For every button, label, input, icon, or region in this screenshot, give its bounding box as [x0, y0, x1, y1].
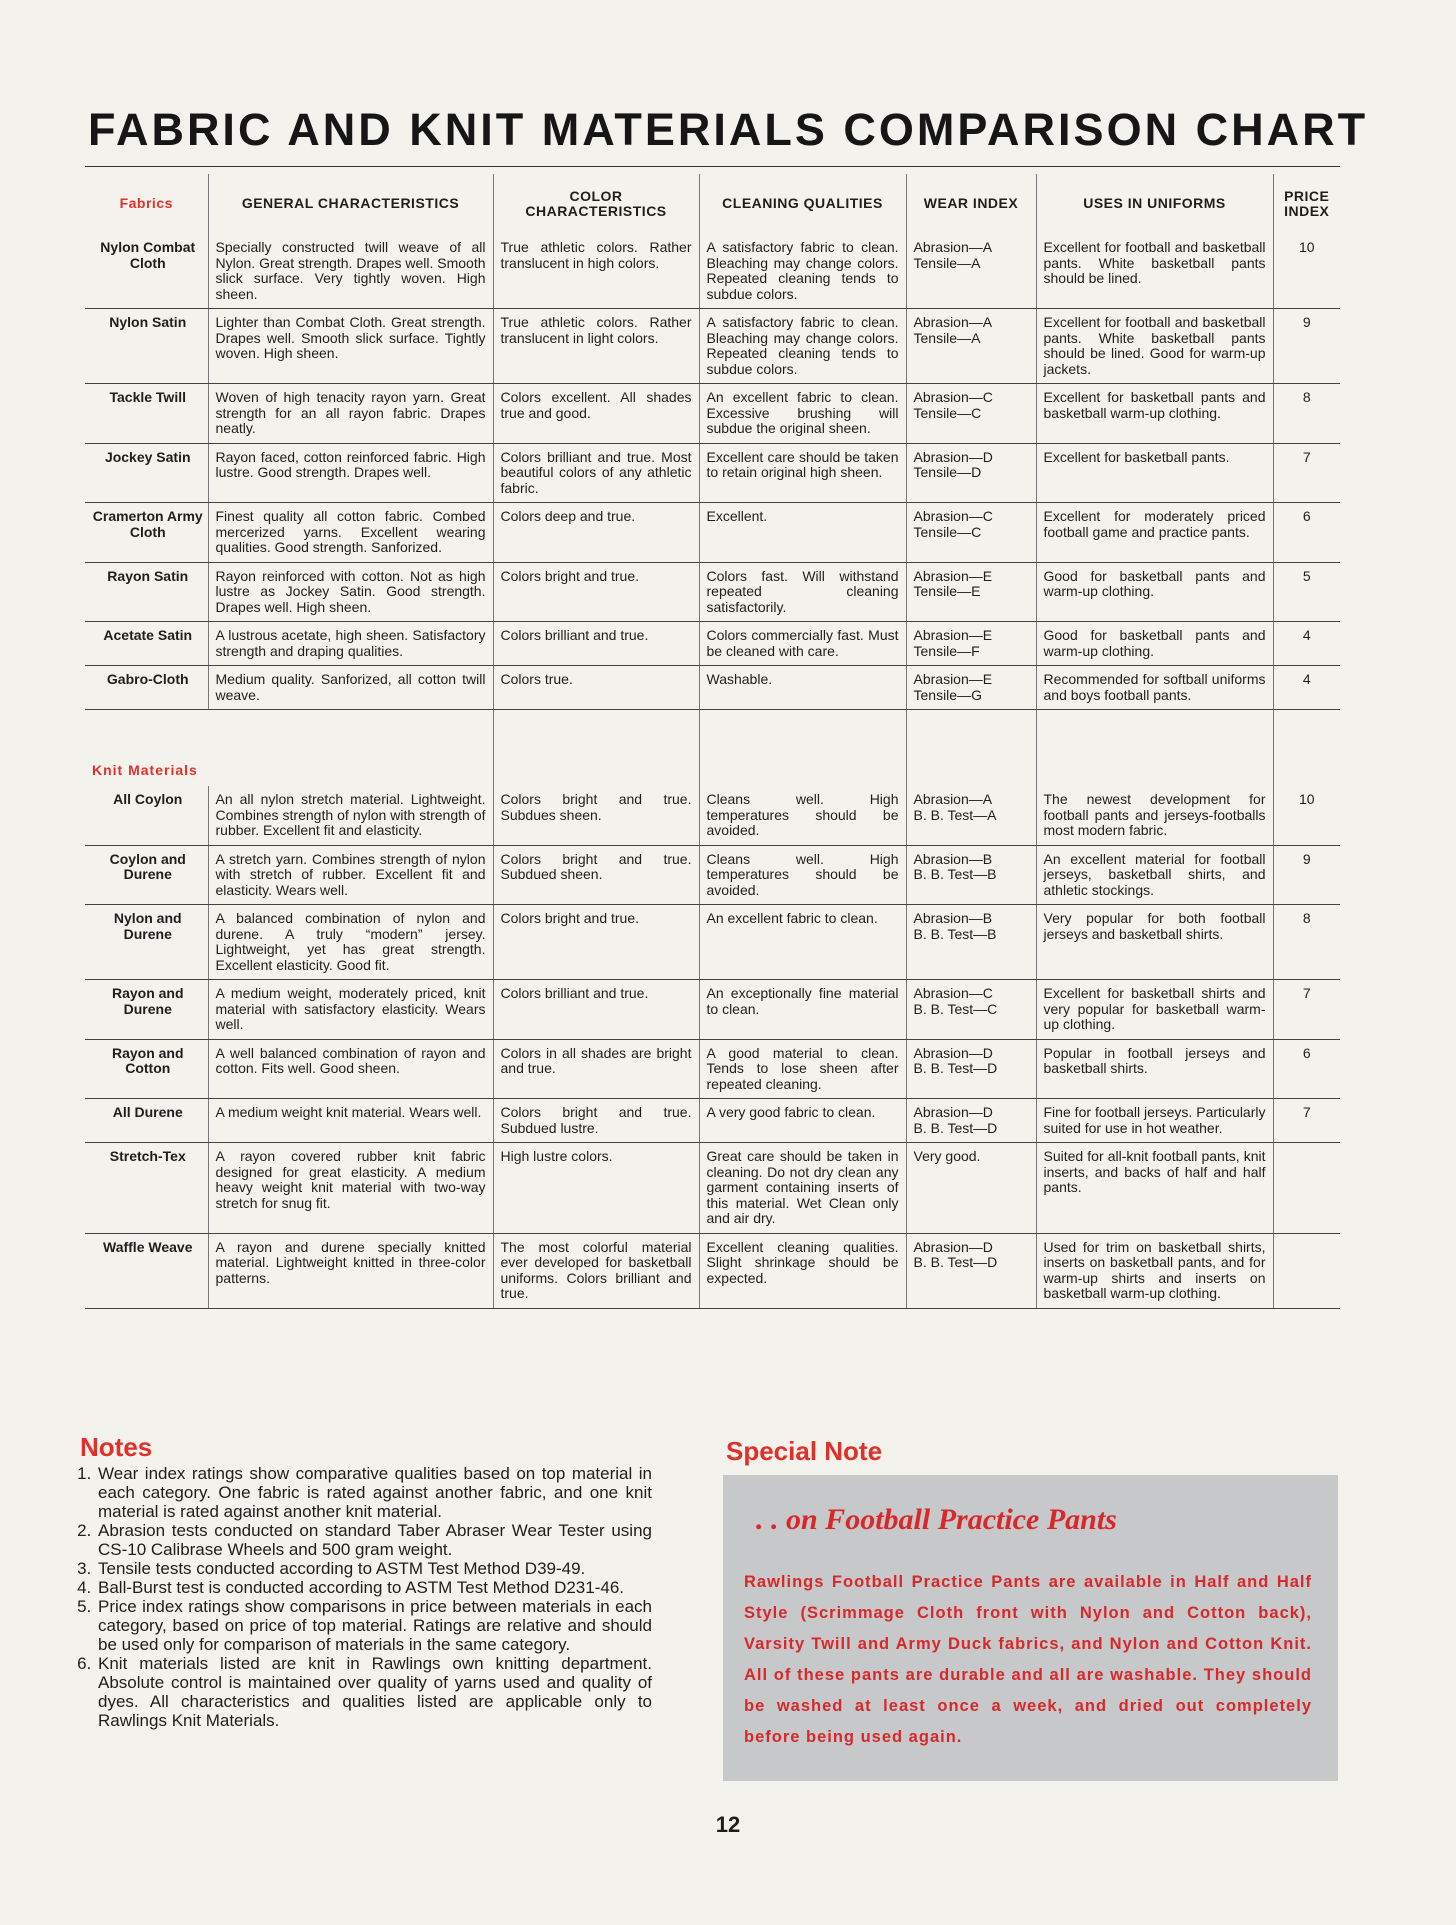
notes-list [74, 1464, 652, 1730]
knit-row [85, 980, 1340, 1040]
knit-row [85, 845, 1340, 905]
wear-cell [906, 786, 1036, 845]
color-cell: Colors in all shades are bright and true. [493, 1039, 699, 1099]
uses-cell: Very popular for both football jerseys and basketball shirts. [1036, 905, 1273, 980]
color-cell: Colors bright and true. Subdued sheen. [493, 845, 699, 905]
wear-abrasion: Very good. [913, 1148, 981, 1164]
fabric-row [85, 384, 1340, 444]
cleaning-cell: An exceptionally fine material to clean. [699, 980, 906, 1040]
cleaning-cell: An excellent fabric to clean. Excessive brushing will subdue the original sheen. [699, 384, 906, 444]
cleaning-cell: Excellent cleaning qualities. Slight shrinkage should be expected. [699, 1233, 906, 1308]
knit-row [85, 905, 1340, 980]
color-cell: Colors bright and true. [493, 905, 699, 980]
general-cell: An all nylon stretch material. Lightweight. Combines strength of nylon with strength of rubber. Excellent fit and elasticity. [208, 786, 493, 845]
wear-abrasion: Abrasion—B [913, 850, 993, 867]
knit-rows [85, 786, 1340, 1308]
note-item: 3. Tensile tests conducted according to ASTM Test Method D39-49. [96, 1559, 652, 1578]
wear-secondary: Tensile—A [913, 254, 981, 271]
wear-abrasion: Abrasion—A [913, 314, 993, 330]
price-cell: 10 [1273, 786, 1340, 845]
cleaning-cell: An excellent fabric to clean. [699, 905, 906, 980]
price-cell: 7 [1273, 1099, 1340, 1143]
uses-cell: An excellent material for football jerseys, basketball shirts, and athletic stockings. [1036, 845, 1273, 905]
general-cell: A well balanced combination of rayon and cotton. Fits well. Good sheen. [208, 1039, 493, 1099]
wear-cell [906, 1039, 1036, 1099]
knit-heading-row [85, 710, 1340, 787]
wear-secondary: B. B. Test—D [913, 1254, 998, 1270]
wear-cell [906, 1143, 1036, 1234]
wear-secondary: B. B. Test—C [913, 1000, 998, 1017]
wear-abrasion: Abrasion—B [913, 910, 993, 926]
cleaning-cell: A satisfactory fabric to clean. Bleaching may change colors. Repeated cleaning tends to subdue colors. [699, 309, 906, 384]
wear-secondary: Tensile—E [913, 583, 981, 599]
general-header: GENERAL CHARACTERISTICS [208, 174, 493, 234]
general-cell: Woven of high tenacity rayon yarn. Great strength for an all rayon fabric. Drapes neatly. [208, 384, 493, 444]
page-number: 12 [715, 1812, 741, 1837]
general-cell: A stretch yarn. Combines strength of nylon with stretch of rubber. Excellent fit and elasticity. Wears well. [208, 845, 493, 905]
wear-secondary: B. B. Test—B [913, 925, 997, 942]
wear-header: WEAR INDEX [906, 174, 1036, 234]
wear-cell [906, 234, 1036, 309]
special-note-text: Rawlings Football Practice Pants are available in Half and Half Style (Scrimmage Cloth front with Nylon and Cotton back), Varsity Twill and Army Duck fabrics, and Nylon and Cotton Knit. All of these pants are durable and all are washable. They should be washed at least once a week, and dried out completely before being used again. [744, 1573, 1312, 1746]
color-cell: Colors brilliant and true. Most beautiful colors of any athletic fabric. [493, 443, 699, 503]
wear-cell [906, 562, 1036, 622]
wear-abrasion: Abrasion—E [913, 671, 993, 687]
fabric-row [85, 562, 1340, 622]
wear-abrasion: Abrasion—D [913, 1044, 993, 1061]
price-cell: 4 [1273, 666, 1340, 710]
wear-abrasion: Abrasion—A [913, 239, 993, 255]
general-cell: Finest quality all cotton fabric. Combed mercerized yarns. Excellent wearing qualities. Good strength. Sanforized. [208, 503, 493, 563]
price-cell: 9 [1273, 309, 1340, 384]
price-cell: 9 [1273, 845, 1340, 905]
color-cell: Colors bright and true. [493, 562, 699, 622]
color-cell: True athletic colors. Rather translucent in high colors. [493, 234, 699, 309]
price-cell [1273, 1233, 1340, 1308]
price-cell: 7 [1273, 443, 1340, 503]
material-name: Rayon Satin [85, 562, 208, 622]
material-name: Jockey Satin [85, 443, 208, 503]
page-title: FABRIC AND KNIT MATERIALS COMPARISON CHART [87, 104, 1369, 155]
uses-cell: Good for basketball pants and warm-up clothing. [1036, 622, 1273, 666]
material-name: Stretch-Tex [85, 1143, 208, 1234]
note-item: 6. Knit materials listed are knit in Rawlings own knitting department. Absolute control is maintained over quality of yarns used and quality of dyes. All characteristics and qualities listed are applicable only to Rawlings Knit Materials. [96, 1654, 652, 1730]
general-cell: Specially constructed twill weave of all Nylon. Great strength. Drapes well. Smooth slick surface. Very tightly woven. High sheen. [208, 234, 493, 309]
wear-secondary: B. B. Test—A [913, 806, 997, 823]
cleaning-cell: Cleans well. High temperatures should be avoided. [699, 845, 906, 905]
knit-row [85, 1099, 1340, 1143]
wear-abrasion: Abrasion—D [913, 1238, 993, 1255]
knit-row [85, 1233, 1340, 1308]
wear-secondary: Tensile—A [913, 329, 981, 346]
note-item: 5. Price index ratings show comparisons in price between materials in each category, based on price of top material. Ratings are relative and should be used only for comparison of materials in the same category. [96, 1597, 652, 1654]
uses-cell: Excellent for basketball pants. [1036, 443, 1273, 503]
material-name: Rayon and Cotton [85, 1039, 208, 1099]
material-name: Rayon and Durene [85, 980, 208, 1040]
wear-secondary: B. B. Test—D [913, 1060, 998, 1076]
fabric-row [85, 503, 1340, 563]
general-cell: A lustrous acetate, high sheen. Satisfactory strength and draping qualities. [208, 622, 493, 666]
note-item: 2. Abrasion tests conducted on standard Taber Abraser Wear Tester using CS-10 Calibrase Wheels and 500 gram weight. [96, 1521, 652, 1559]
wear-abrasion: Abrasion—D [913, 448, 993, 465]
material-name: Nylon and Durene [85, 905, 208, 980]
wear-secondary: Tensile—F [913, 642, 980, 659]
uses-cell: The newest development for football pants and jerseys-footballs most modern fabric. [1036, 786, 1273, 845]
wear-abrasion: Abrasion—E [913, 567, 993, 584]
fabric-row [85, 443, 1340, 503]
uses-cell: Excellent for basketball shirts and very popular for basketball warm-up clothing. [1036, 980, 1273, 1040]
general-cell: A medium weight knit material. Wears well. [208, 1099, 493, 1143]
wear-abrasion: Abrasion—A [913, 791, 993, 807]
fabric-row [85, 234, 1340, 309]
wear-secondary: B. B. Test—B [913, 866, 997, 882]
wear-cell [906, 1099, 1036, 1143]
color-cell: Colors excellent. All shades true and good. [493, 384, 699, 444]
general-cell: A medium weight, moderately priced, knit material with satisfactory elasticity. Wears well. [208, 980, 493, 1040]
material-name: Nylon Combat Cloth [85, 234, 208, 309]
wear-secondary: Tensile—C [913, 523, 982, 540]
wear-cell [906, 666, 1036, 710]
uses-cell: Excellent for football and basketball pants. White basketball pants should be lined. Good for warm-up jackets. [1036, 309, 1273, 384]
cleaning-cell: Great care should be taken in cleaning. Do not dry clean any garment containing inserts of this material. Wet Clean only and air dry. [699, 1143, 906, 1234]
color-cell: The most colorful material ever developed for basketball uniforms. Colors brilliant and true. [493, 1233, 699, 1308]
cleaning-header: CLEANING QUALITIES [699, 174, 906, 234]
wear-abrasion: Abrasion—E [913, 627, 993, 643]
cleaning-cell: Excellent. [699, 503, 906, 563]
cleaning-cell: Washable. [699, 666, 906, 710]
material-name: Waffle Weave [85, 1233, 208, 1308]
header-row [85, 174, 1340, 234]
price-cell: 4 [1273, 622, 1340, 666]
price-cell: 6 [1273, 503, 1340, 563]
color-cell: Colors true. [493, 666, 699, 710]
wear-secondary: Tensile—C [913, 404, 982, 421]
material-name: Tackle Twill [85, 384, 208, 444]
price-header: PRICE INDEX [1273, 174, 1340, 234]
uses-cell: Fine for football jerseys. Particularly suited for use in hot weather. [1036, 1099, 1273, 1143]
uses-cell: Excellent for football and basketball pants. White basketball pants should be lined. [1036, 234, 1273, 309]
wear-abrasion: Abrasion—C [913, 985, 993, 1001]
color-header: COLOR CHARACTERISTICS [493, 174, 699, 234]
general-cell: Lighter than Combat Cloth. Great strength. Drapes well. Smooth slick surface. Tightly woven. High sheen. [208, 309, 493, 384]
wear-cell [906, 622, 1036, 666]
color-cell: Colors brilliant and true. [493, 980, 699, 1040]
wear-cell [906, 1233, 1036, 1308]
wear-cell [906, 384, 1036, 444]
uses-header: USES IN UNIFORMS [1036, 174, 1273, 234]
general-cell: Rayon reinforced with cotton. Not as high lustre as Jockey Satin. Good strength. Drapes well. High sheen. [208, 562, 493, 622]
knit-row [85, 786, 1340, 845]
cleaning-cell: A very good fabric to clean. [699, 1099, 906, 1143]
color-cell: High lustre colors. [493, 1143, 699, 1234]
uses-cell: Popular in football jerseys and basketball shirts. [1036, 1039, 1273, 1099]
fabric-row [85, 622, 1340, 666]
uses-cell: Excellent for basketball pants and basketball warm-up clothing. [1036, 384, 1273, 444]
cleaning-cell: A satisfactory fabric to clean. Bleaching may change colors. Repeated cleaning tends to subdue colors. [699, 234, 906, 309]
note-item: 1. Wear index ratings show comparative qualities based on top material in each category. One fabric is rated against another fabric, and one knit material is rated against another knit material. [96, 1464, 652, 1521]
uses-cell: Suited for all-knit football pants, knit inserts, and backs of half and half pants. [1036, 1143, 1273, 1234]
fabric-row [85, 309, 1340, 384]
uses-cell: Excellent for moderately priced football game and practice pants. [1036, 503, 1273, 563]
knit-heading-group [85, 710, 1340, 787]
wear-cell [906, 503, 1036, 563]
special-note-title: Special Note [726, 1436, 883, 1466]
price-cell [1273, 1143, 1340, 1234]
color-cell: Colors deep and true. [493, 503, 699, 563]
fabric-rows [85, 234, 1340, 710]
material-name: All Durene [85, 1099, 208, 1143]
wear-secondary: B. B. Test—D [913, 1119, 998, 1136]
color-cell: True athletic colors. Rather translucent in light colors. [493, 309, 699, 384]
material-name: Acetate Satin [85, 622, 208, 666]
color-cell: Colors bright and true. Subdued lustre. [493, 1099, 699, 1143]
comparison-table [85, 174, 1340, 1309]
cleaning-cell: A good material to clean. Tends to lose sheen after repeated cleaning. [699, 1039, 906, 1099]
wear-abrasion: Abrasion—C [913, 389, 993, 405]
color-cell: Colors bright and true. Subdues sheen. [493, 786, 699, 845]
general-cell: A balanced combination of nylon and durene. A truly “modern” jersey. Lightweight, yet has great strength. Excellent elasticity. Good fit. [208, 905, 493, 980]
wear-abrasion: Abrasion—C [913, 508, 993, 524]
uses-cell: Recommended for softball uniforms and boys football pants. [1036, 666, 1273, 710]
wear-cell [906, 980, 1036, 1040]
material-name: Nylon Satin [85, 309, 208, 384]
special-note-subtitle: . . on Football Practice Pants [756, 1503, 1117, 1536]
price-cell: 8 [1273, 384, 1340, 444]
knit-row [85, 1143, 1340, 1234]
fabric-row [85, 666, 1340, 710]
material-name: Gabro-Cloth [85, 666, 208, 710]
general-cell: A rayon covered rubber knit fabric designed for great elasticity. A medium heavy weight knit material with two-way stretch for snug fit. [208, 1143, 493, 1234]
note-item: 4. Ball-Burst test is conducted according to ASTM Test Method D231-46. [96, 1578, 652, 1597]
general-cell: Rayon faced, cotton reinforced fabric. High lustre. Good strength. Drapes well. [208, 443, 493, 503]
cleaning-cell: Colors commercially fast. Must be cleaned with care. [699, 622, 906, 666]
color-cell: Colors brilliant and true. [493, 622, 699, 666]
cleaning-cell: Excellent care should be taken to retain original high sheen. [699, 443, 906, 503]
wear-secondary: Tensile—D [913, 464, 982, 480]
general-cell: Medium quality. Sanforized, all cotton twill weave. [208, 666, 493, 710]
title-rule [85, 166, 1340, 167]
material-name: Cramerton Army Cloth [85, 503, 208, 563]
wear-cell [906, 309, 1036, 384]
price-cell: 8 [1273, 905, 1340, 980]
uses-cell: Used for trim on basketball shirts, inserts on basketball pants, and for warm-up shirts and inserts on basketball warm-up clothing. [1036, 1233, 1273, 1308]
material-name: All Coylon [85, 786, 208, 845]
cleaning-cell: Colors fast. Will withstand repeated cleaning satisfactorily. [699, 562, 906, 622]
wear-cell [906, 845, 1036, 905]
general-cell: A rayon and durene specially knitted material. Lightweight knitted in three-color patterns. [208, 1233, 493, 1308]
notes-title: Notes [80, 1432, 153, 1462]
special-note-box [723, 1475, 1338, 1781]
uses-cell: Good for basketball pants and warm-up clothing. [1036, 562, 1273, 622]
cleaning-cell: Cleans well. High temperatures should be avoided. [699, 786, 906, 845]
price-cell: 5 [1273, 562, 1340, 622]
price-cell: 10 [1273, 234, 1340, 309]
wear-cell [906, 443, 1036, 503]
wear-secondary: Tensile—G [913, 686, 982, 703]
material-name: Coylon and Durene [85, 845, 208, 905]
wear-abrasion: Abrasion—D [913, 1104, 993, 1120]
wear-cell [906, 905, 1036, 980]
price-cell: 7 [1273, 980, 1340, 1040]
knit-row [85, 1039, 1340, 1099]
knit-heading: Knit Materials [92, 761, 198, 778]
price-cell: 6 [1273, 1039, 1340, 1099]
fabrics-heading: Fabrics [119, 195, 173, 212]
